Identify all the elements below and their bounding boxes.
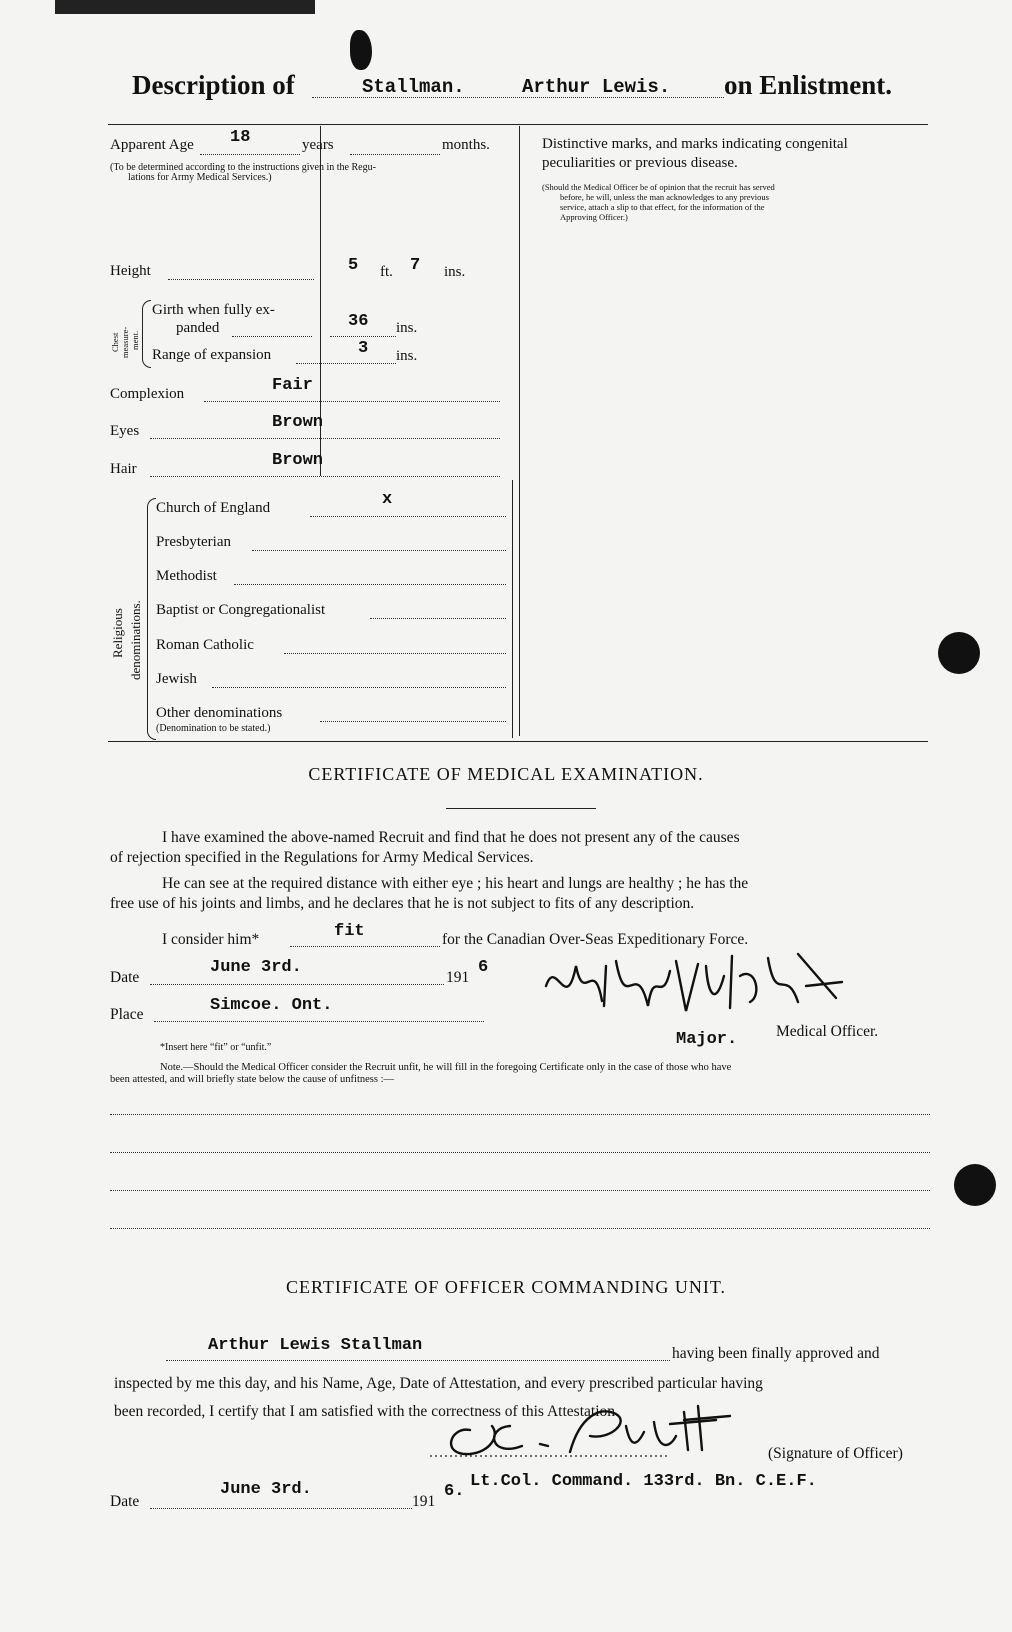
religion-mark: x [382, 490, 393, 509]
hair-label: Hair [110, 461, 137, 477]
age-note-1: (To be determined according to the instructions given in the Regu- [110, 162, 376, 173]
religion-line [212, 687, 506, 688]
religion-line [320, 721, 506, 722]
medical-place-value: Simcoe. Ont. [210, 996, 333, 1015]
distinctive-marks-1: Distinctive marks, and marks indicating congenital [542, 136, 848, 152]
commanding-officer-title: Lt.Col. Command. 133rd. Bn. C.E.F. [470, 1472, 817, 1491]
fit-line [290, 946, 440, 947]
column-divider [519, 126, 520, 736]
height-line [168, 279, 314, 280]
religions-label-2: denominations. [128, 600, 143, 680]
medical-title-rule [446, 808, 596, 809]
months-line [350, 154, 440, 155]
medical-title: CERTIFICATE OF MEDICAL EXAMINATION. [308, 764, 704, 784]
medical-year-suffix: 6 [478, 958, 489, 977]
religion-line [234, 584, 506, 585]
complexion-value: Fair [272, 376, 313, 395]
header-surname: Stallman. [362, 76, 465, 98]
girth-value-line [330, 336, 396, 337]
unfitness-line [110, 1228, 930, 1229]
height-label: Height [110, 263, 151, 279]
medical-para2-2: free use of his joints and limbs, and he declares that he is not subject to fits of any description. [110, 895, 695, 912]
punch-hole [938, 632, 980, 674]
complexion-line [204, 401, 500, 402]
hair-value: Brown [272, 451, 324, 470]
girth-label-1: Girth when fully ex- [152, 302, 275, 318]
religion-line [370, 618, 506, 619]
ft-label: ft. [380, 264, 393, 280]
unfitness-line [110, 1152, 930, 1153]
bottom-rule [108, 741, 928, 742]
religions-bracket [147, 498, 156, 740]
medical-para2-1: He can see at the required distance with either eye ; his heart and lungs are healthy ; he has the [162, 875, 749, 892]
commanding-date-label: Date [110, 1493, 140, 1510]
medical-date-label: Date [110, 969, 140, 986]
header-on-enlistment: on Enlistment. [724, 70, 893, 100]
commanding-date-line [150, 1508, 412, 1509]
header-description-of: Description of [132, 70, 295, 100]
medical-year-prefix: 191 [446, 969, 470, 986]
unfitness-line [110, 1114, 930, 1115]
medical-place-line [154, 1021, 484, 1022]
distinctive-marks-2: peculiarities or previous disease. [542, 155, 738, 171]
height-ft-value: 5 [348, 256, 359, 275]
medical-officer-signature [536, 946, 856, 1026]
signature-of-officer-label: (Signature of Officer) [768, 1445, 903, 1462]
months-label: months. [442, 137, 490, 153]
medical-note-2: been attested, and will briefly state below the cause of unfitness :— [110, 1074, 394, 1085]
medical-officer-label: Medical Officer. [776, 1023, 879, 1040]
religion-label: Jewish [156, 671, 197, 687]
girth-ins-label: ins. [396, 320, 418, 336]
religion-line [310, 516, 506, 517]
top-edge-scan-mark [350, 30, 372, 70]
religions-label-1: Religious [110, 608, 125, 658]
religion-label: Other denominations [156, 705, 283, 721]
girth-line [232, 336, 312, 337]
commanding-name-value: Arthur Lewis Stallman [208, 1336, 423, 1355]
chest-label-3: ment. [130, 330, 140, 350]
religion-line [252, 550, 506, 551]
years-label: years [302, 137, 334, 153]
ins-label: ins. [444, 264, 466, 280]
unfitness-line [110, 1190, 930, 1191]
commanding-year-prefix: 191 [412, 1493, 436, 1510]
apparent-age-label: Apparent Age [110, 137, 194, 153]
chest-label-2: measure- [120, 326, 130, 358]
eyes-label: Eyes [110, 423, 140, 439]
medical-para1-2: of rejection specified in the Regulations for Army Medical Services. [110, 849, 534, 866]
hair-line [150, 476, 500, 477]
commanding-year-suffix: 6. [444, 1482, 465, 1501]
range-ins-label: ins. [396, 348, 418, 364]
commanding-name-line [166, 1360, 670, 1361]
medical-note-1: Note.—Should the Medical Officer consider the Recruit unfit, he will fill in the foregoing Certificate only in the case of those who have [160, 1062, 732, 1073]
religion-label: Roman Catholic [156, 637, 254, 653]
eyes-line [150, 438, 500, 439]
punch-hole [954, 1164, 996, 1206]
commanding-title: CERTIFICATE OF OFFICER COMMANDING UNIT. [285, 1277, 727, 1297]
denomination-note: (Denomination to be stated.) [156, 723, 271, 734]
religion-line [284, 653, 506, 654]
girth-value: 36 [348, 312, 369, 331]
top-edge-scan-mark [55, 0, 315, 14]
medical-place-label: Place [110, 1006, 144, 1023]
fit-value: fit [334, 922, 365, 941]
chest-label-1: Chest [110, 332, 120, 352]
top-rule [108, 124, 928, 125]
eyes-value: Brown [272, 413, 324, 432]
insert-note: *Insert here “fit” or “unfit.” [160, 1042, 272, 1053]
range-line [296, 363, 396, 364]
marks-note-4: Approving Officer.) [560, 212, 628, 222]
complexion-label: Complexion [110, 386, 185, 402]
medical-date-line [150, 984, 444, 985]
marks-note-1: (Should the Medical Officer be of opinion that the recruit has served [542, 182, 775, 192]
consider-label: I consider him* [162, 931, 260, 948]
religion-label: Church of England [156, 500, 271, 516]
religion-label: Presbyterian [156, 534, 231, 550]
age-note-2: lations for Army Medical Services.) [128, 172, 272, 183]
commanding-officer-signature [430, 1396, 770, 1466]
marks-note-2: before, he will, unless the man acknowledges to any previous [560, 192, 769, 202]
medical-officer-rank: Major. [676, 1030, 738, 1049]
age-value: 18 [230, 128, 251, 147]
medical-date-value: June 3rd. [210, 958, 302, 977]
header-given-names: Arthur Lewis. [522, 76, 671, 98]
height-in-value: 7 [410, 256, 421, 275]
commanding-line3: been recorded, I certify that I am satisfied with the correctness of this Attestation. [114, 1403, 619, 1420]
age-line [200, 154, 300, 155]
commanding-line2: inspected by me this day, and his Name, Age, Date of Attestation, and every prescribed particular having [114, 1375, 763, 1392]
medical-para1-1: I have examined the above-named Recruit and find that he does not present any of the causes [162, 829, 740, 846]
religion-label: Methodist [156, 568, 217, 584]
religion-label: Baptist or Congregationalist [156, 602, 326, 618]
commanding-line1-end: having been finally approved and [672, 1345, 880, 1362]
marks-note-3: service, attach a slip to that effect, for the information of the [560, 202, 765, 212]
range-label: Range of expansion [152, 347, 272, 363]
for-force-label: for the Canadian Over-Seas Expeditionary Force. [442, 931, 749, 948]
commanding-date-value: June 3rd. [220, 1480, 312, 1499]
range-value: 3 [358, 339, 369, 358]
religions-right-border [512, 480, 513, 738]
chest-bracket [142, 300, 151, 368]
girth-label-2: panded [176, 320, 220, 336]
